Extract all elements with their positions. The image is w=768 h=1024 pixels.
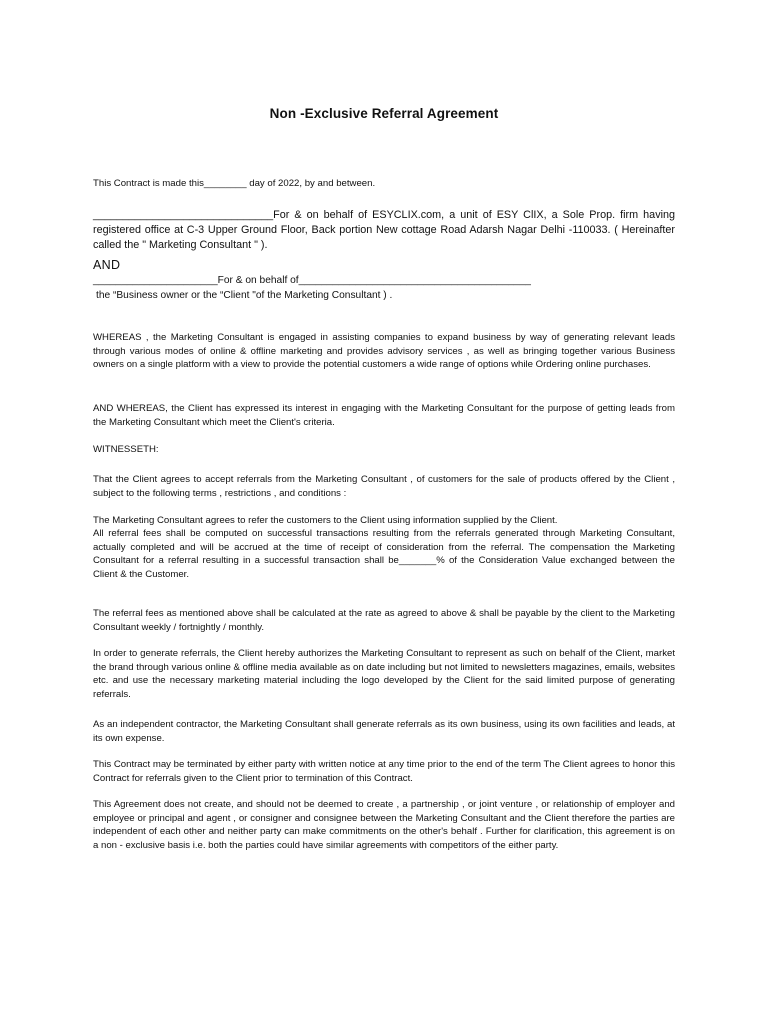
party-two-line-2: the “Business owner or the “Client "of the Marketing Consultant ) . <box>96 290 393 301</box>
whereas-paragraph-2: AND WHEREAS, the Client has expressed its interest in engaging with the Marketing Consultant for the purpose of getting leads from the Marketing Consultant which meet the Client's criteria. <box>93 403 675 428</box>
clause-independent-contractor: As an independent contractor, the Marketing Consultant shall generate referrals as its own business, using its own facilities and leads, at its own expense. <box>93 719 675 744</box>
clause-no-partnership: This Agreement does not create, and should not be deemed to create , a partnership , or joint venture , or relationship of employer and employee or principal and agent , or consigner and consignee between the Marketing Consultant and the Client therefore the parties are independent of each other and neither party can make commitments on the other's behalf . Further for clarification, this agreement is on a non - exclusive basis i.e. both the parties could have similar agreements with competitors of the either party. <box>93 799 675 851</box>
and-heading: AND <box>93 258 121 272</box>
clause-authorization: In order to generate referrals, the Client hereby authorizes the Marketing Consultant to represent as such on behalf of the Client, market the brand through various online & offline media available as on date including but not limited to newsletters magazines, emails, websites etc. and use the necessary marketing material including the logo developed by the Client for the said limited purpose of generating referrals. <box>93 648 675 700</box>
clause-referral-fees: All referral fees shall be computed on successful transactions resulting from the referrals generated through Marketing Consultant, actually completed and will be accrued at the time of receipt of consideration from the referral. The compensation the Marketing Consultant for a referral resulting in a successful transaction shall be_______% of the Consideration Value exchanged between the Client & the Customer. <box>93 528 675 580</box>
clause-fee-calculation: The referral fees as mentioned above shall be calculated at the rate as agreed to above & shall be payable by the client to the Marketing Consultant weekly / fortnightly / monthly. <box>93 608 675 633</box>
clause-refer-customers: The Marketing Consultant agrees to refer the customers to the Client using information supplied by the Client. <box>93 515 558 526</box>
party-one-paragraph: ______________________________For & on behalf of ESYCLIX.com, a unit of ESY ClIX, a Sole Prop. firm having registered office at C-3 Upper Ground Floor, Back portion New cottage Road Adarsh Nagar Delhi -110033. ( Hereinafter called the " Marketing Consultant " ). <box>93 209 675 251</box>
whereas-paragraph-1: WHEREAS , the Marketing Consultant is engaged in assisting companies to expand business by way of generating relevant leads through various modes of online & offline marketing and provides advisory services , as well as bringing together various Business owners on a single platform with a view to provide the potential customers a wide range of options while Ordering online purchases. <box>93 332 675 371</box>
document-title: Non -Exclusive Referral Agreement <box>269 106 499 121</box>
party-two-line-1: ______________________For & on behalf of_________________________________________ <box>93 275 531 286</box>
clause-termination: This Contract may be terminated by either party with written notice at any time prior to the end of the term The Client agrees to honor this Contract for referrals given to the Client prior to termination of this Contract. <box>93 759 675 784</box>
witnesseth-heading: WITNESSETH: <box>93 444 159 455</box>
contract-intro: This Contract is made this________ day of 2022, by and between. <box>93 178 376 189</box>
clause-accept-referrals: That the Client agrees to accept referrals from the Marketing Consultant , of customers for the sale of products offered by the Client , subject to the following terms , restrictions , and conditions : <box>93 474 675 499</box>
